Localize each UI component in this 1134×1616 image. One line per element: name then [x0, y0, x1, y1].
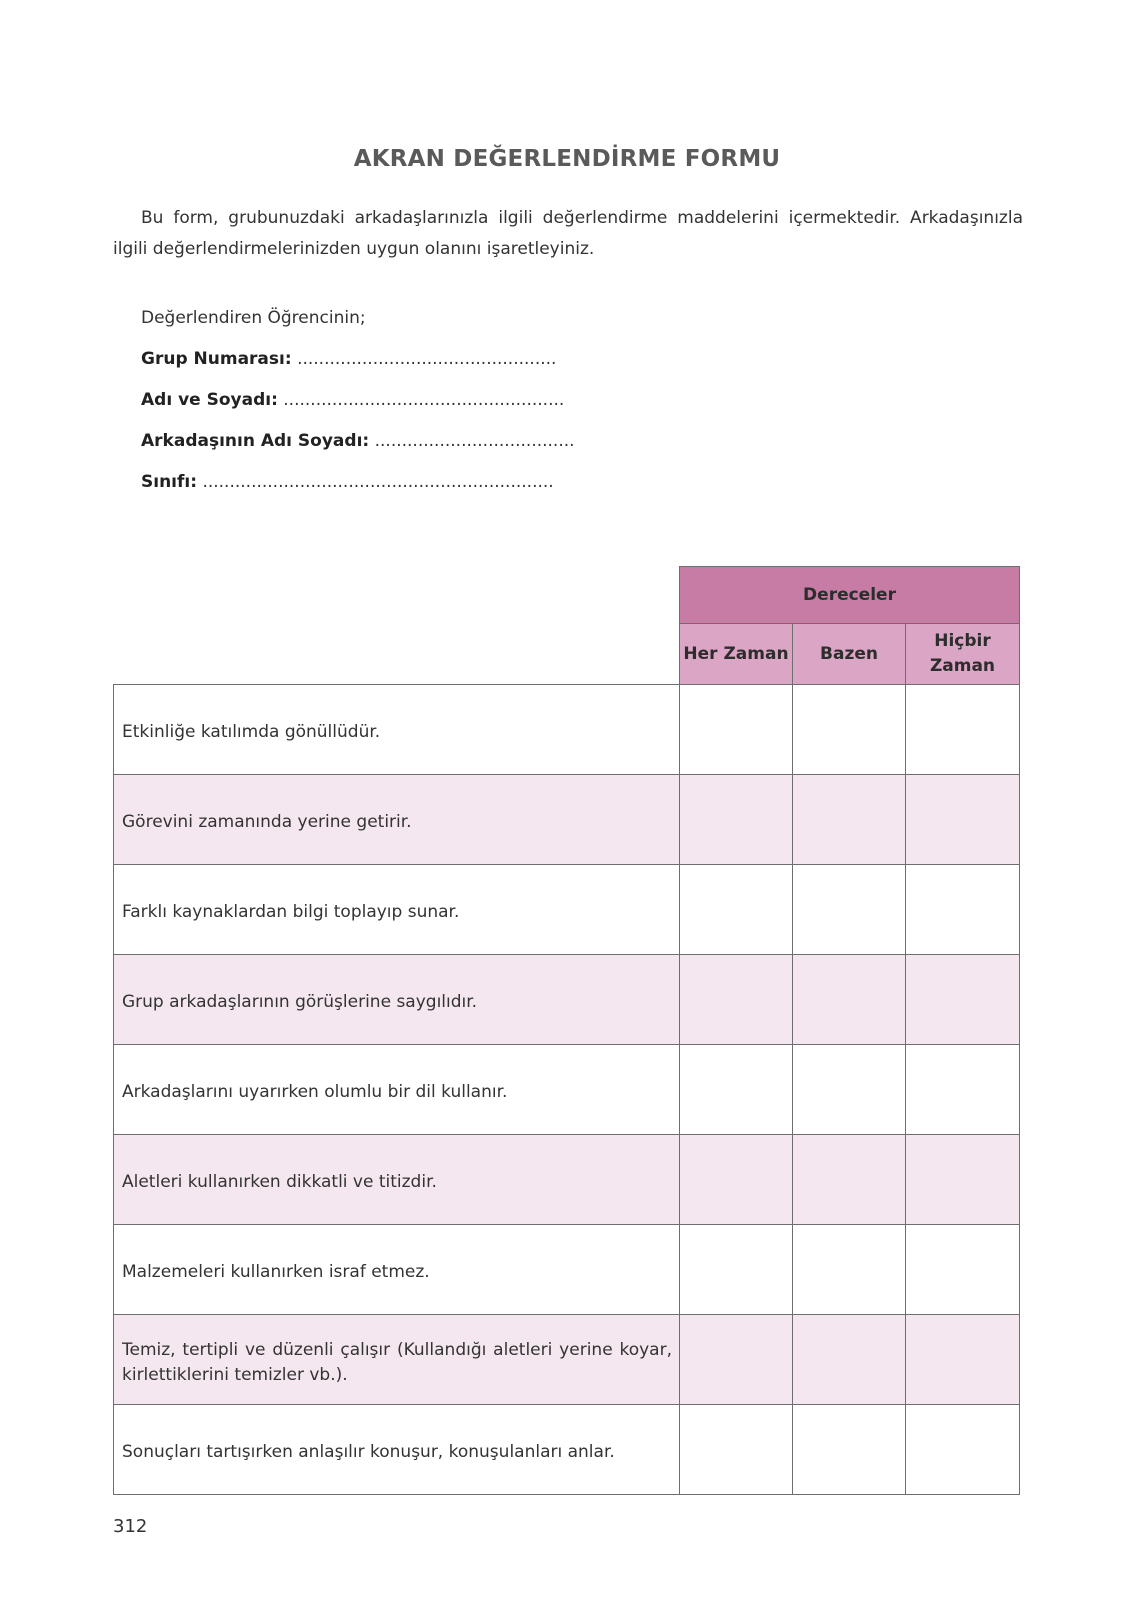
- check-cell-sometimes[interactable]: [793, 685, 906, 775]
- table-row: [114, 685, 1020, 775]
- criterion-cell: Aletleri kullanırken dikkatli ve titizdir.: [114, 1135, 680, 1225]
- table-row: [114, 865, 1020, 955]
- field-dots: .................................................................: [202, 472, 554, 492]
- intro-paragraph: Bu form, grubunuzdaki arkadaşlarınızla ilgili değerlendirme maddelerini içermektedir. Arkadaşınızla ilgili değerlendirmelerinizden uygun olanını işaretleyiniz.: [113, 208, 1023, 259]
- field-dots: ....................................................: [283, 390, 565, 410]
- check-cell-never[interactable]: [906, 1225, 1020, 1315]
- check-cell-always[interactable]: [680, 1405, 793, 1495]
- check-cell-always[interactable]: [680, 865, 793, 955]
- column-header-sometimes: Bazen: [793, 624, 906, 685]
- check-cell-always[interactable]: [680, 1135, 793, 1225]
- column-header-never-text: Hiçbir Zaman: [929, 631, 996, 676]
- check-cell-always[interactable]: [680, 955, 793, 1045]
- table-corner-blank: [114, 567, 680, 624]
- check-cell-never[interactable]: [906, 955, 1020, 1045]
- criterion-cell: Arkadaşlarını uyarırken olumlu bir dil kullanır.: [114, 1045, 680, 1135]
- check-cell-always[interactable]: [680, 1225, 793, 1315]
- column-header-always: Her Zaman: [680, 624, 793, 685]
- check-cell-sometimes[interactable]: [793, 1045, 906, 1135]
- check-cell-sometimes[interactable]: [793, 1135, 906, 1225]
- criterion-cell: Etkinliğe katılımda gönüllüdür.: [114, 685, 680, 775]
- evaluation-table: [113, 566, 1020, 1495]
- table-row: [114, 1045, 1020, 1135]
- field-label: Arkadaşının Adı Soyadı:: [141, 431, 370, 451]
- check-cell-never[interactable]: [906, 1405, 1020, 1495]
- grades-group-header: Dereceler: [680, 567, 1020, 624]
- field-label: Adı ve Soyadı:: [141, 390, 278, 410]
- field-friend-name[interactable]: [141, 431, 575, 451]
- table-row: [114, 1315, 1020, 1405]
- check-cell-never[interactable]: [906, 1135, 1020, 1225]
- check-cell-never[interactable]: [906, 865, 1020, 955]
- table-row: [114, 1405, 1020, 1495]
- criterion-cell: Malzemeleri kullanırken israf etmez.: [114, 1225, 680, 1315]
- check-cell-never[interactable]: [906, 1045, 1020, 1135]
- field-label: Grup Numarası:: [141, 349, 292, 369]
- check-cell-always[interactable]: [680, 685, 793, 775]
- field-group-number[interactable]: [141, 349, 556, 369]
- check-cell-sometimes[interactable]: [793, 1405, 906, 1495]
- criterion-cell: Temiz, tertipli ve düzenli çalışır (Kullandığı aletleri yerine koyar, kirlettiklerini temizler vb.).: [114, 1315, 680, 1405]
- check-cell-sometimes[interactable]: [793, 865, 906, 955]
- check-cell-always[interactable]: [680, 1315, 793, 1405]
- field-name-surname[interactable]: [141, 390, 564, 410]
- table-row: [114, 775, 1020, 865]
- check-cell-sometimes[interactable]: [793, 1315, 906, 1405]
- criterion-cell: Farklı kaynaklardan bilgi toplayıp sunar.: [114, 865, 680, 955]
- criterion-cell: Sonuçları tartışırken anlaşılır konuşur, konuşulanları anlar.: [114, 1405, 680, 1495]
- table-corner-blank: [114, 624, 680, 685]
- field-dots: ................................................: [297, 349, 557, 369]
- criterion-cell: Grup arkadaşlarının görüşlerine saygılıdır.: [114, 955, 680, 1045]
- column-header-never: [906, 624, 1020, 685]
- check-cell-always[interactable]: [680, 1045, 793, 1135]
- field-label: Sınıfı:: [141, 472, 198, 492]
- table-row: [114, 955, 1020, 1045]
- table-row: [114, 1225, 1020, 1315]
- check-cell-sometimes[interactable]: [793, 955, 906, 1045]
- check-cell-never[interactable]: [906, 775, 1020, 865]
- table-row: [114, 1135, 1020, 1225]
- check-cell-sometimes[interactable]: [793, 775, 906, 865]
- evaluator-label: Değerlendiren Öğrencinin;: [141, 308, 366, 328]
- check-cell-never[interactable]: [906, 685, 1020, 775]
- page-title: AKRAN DEĞERLENDİRME FORMU: [353, 146, 781, 172]
- page-number: 312: [113, 1516, 148, 1537]
- check-cell-never[interactable]: [906, 1315, 1020, 1405]
- check-cell-sometimes[interactable]: [793, 1225, 906, 1315]
- criterion-cell: Görevini zamanında yerine getirir.: [114, 775, 680, 865]
- field-class[interactable]: [141, 472, 554, 492]
- field-dots: .....................................: [374, 431, 575, 451]
- check-cell-always[interactable]: [680, 775, 793, 865]
